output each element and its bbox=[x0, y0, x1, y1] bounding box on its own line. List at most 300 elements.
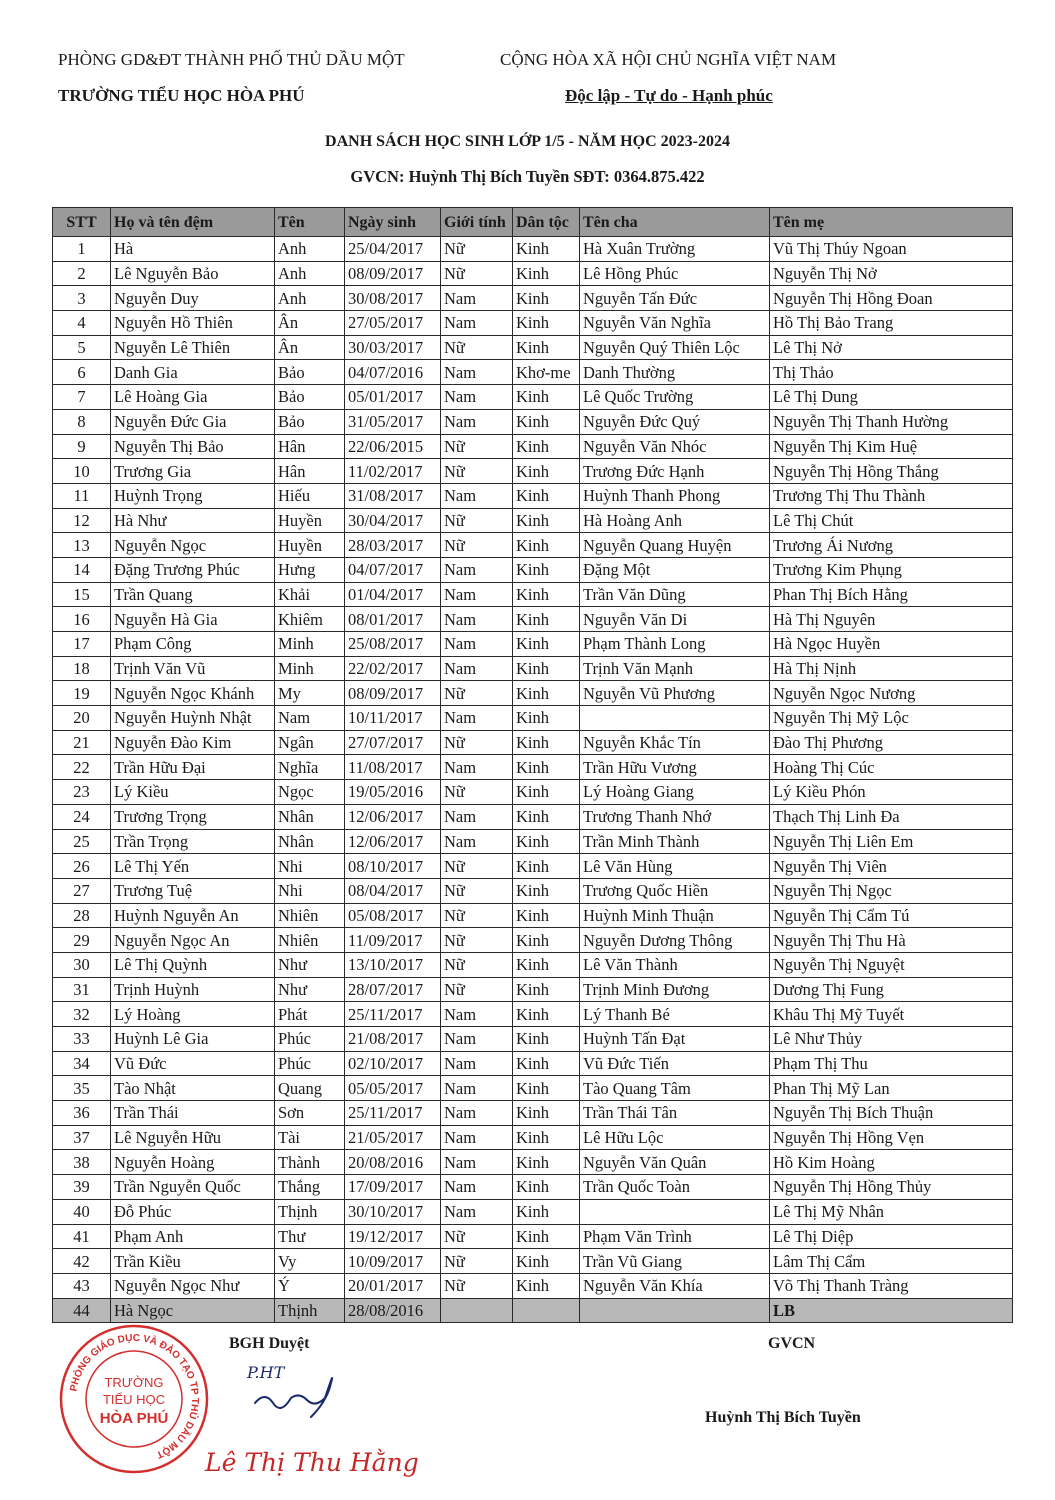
table-cell: Bảo bbox=[275, 409, 345, 434]
table-cell: Bảo bbox=[275, 360, 345, 385]
table-cell: 29 bbox=[53, 928, 111, 953]
table-cell: Nam bbox=[441, 483, 513, 508]
table-row bbox=[53, 780, 1013, 805]
table-cell bbox=[580, 706, 770, 731]
table-cell: Kinh bbox=[513, 533, 580, 558]
table-row bbox=[53, 1076, 1013, 1101]
table-row bbox=[53, 804, 1013, 829]
table-cell: Nguyễn Văn Nhóc bbox=[580, 434, 770, 459]
table-cell: 21/05/2017 bbox=[345, 1125, 441, 1150]
table-cell: 4 bbox=[53, 311, 111, 336]
table-row bbox=[53, 483, 1013, 508]
table-row bbox=[53, 1224, 1013, 1249]
table-cell: Kinh bbox=[513, 1249, 580, 1274]
table-row bbox=[53, 533, 1013, 558]
table-cell: Vũ Đức bbox=[111, 1051, 275, 1076]
table-cell: 17/09/2017 bbox=[345, 1175, 441, 1200]
table-cell: Anh bbox=[275, 261, 345, 286]
table-cell: 25/04/2017 bbox=[345, 237, 441, 262]
table-cell: Thị Thảo bbox=[770, 360, 1013, 385]
table-cell: Nguyễn Văn Di bbox=[580, 607, 770, 632]
table-cell: 2 bbox=[53, 261, 111, 286]
table-cell: Nguyễn Hồ Thiên bbox=[111, 311, 275, 336]
table-cell: Nghĩa bbox=[275, 755, 345, 780]
table-cell: Lê Quốc Trường bbox=[580, 385, 770, 410]
table-cell: Thành bbox=[275, 1150, 345, 1175]
table-cell: 34 bbox=[53, 1051, 111, 1076]
table-cell: Kinh bbox=[513, 261, 580, 286]
table-cell: 43 bbox=[53, 1273, 111, 1298]
table-row bbox=[53, 286, 1013, 311]
table-cell: Khải bbox=[275, 582, 345, 607]
table-cell: 17 bbox=[53, 632, 111, 657]
table-cell: 7 bbox=[53, 385, 111, 410]
school-name: TRƯỜNG TIỂU HỌC HÒA PHÚ bbox=[58, 86, 305, 105]
table-cell: Hồ Thị Bảo Trang bbox=[770, 311, 1013, 336]
table-row bbox=[53, 557, 1013, 582]
table-cell: 05/01/2017 bbox=[345, 385, 441, 410]
table-cell: Kinh bbox=[513, 1076, 580, 1101]
table-cell: 12/06/2017 bbox=[345, 804, 441, 829]
table-cell: Nguyễn Văn Nghĩa bbox=[580, 311, 770, 336]
table-cell: Trần Thái bbox=[111, 1101, 275, 1126]
table-cell: Ân bbox=[275, 335, 345, 360]
table-cell: Đặng Một bbox=[580, 557, 770, 582]
table-cell: 14 bbox=[53, 557, 111, 582]
table-cell: Kinh bbox=[513, 582, 580, 607]
column-header: STT bbox=[53, 208, 111, 237]
table-cell: Nam bbox=[441, 706, 513, 731]
table-cell: Kinh bbox=[513, 1224, 580, 1249]
table-cell: Nam bbox=[441, 1051, 513, 1076]
table-cell: Bảo bbox=[275, 385, 345, 410]
table-cell: Nguyễn Thị Hồng Thủy bbox=[770, 1175, 1013, 1200]
table-cell: 08/04/2017 bbox=[345, 878, 441, 903]
table-cell: Trần Quang bbox=[111, 582, 275, 607]
table-cell: Thịnh bbox=[275, 1199, 345, 1224]
table-cell: Lê Như Thủy bbox=[770, 1027, 1013, 1052]
signature-initials: P.HT bbox=[247, 1363, 285, 1382]
table-cell: Nam bbox=[441, 632, 513, 657]
table-cell: Nam bbox=[441, 582, 513, 607]
table-cell: Nam bbox=[441, 1125, 513, 1150]
table-cell: Huỳnh Nguyễn An bbox=[111, 903, 275, 928]
table-cell: 11/08/2017 bbox=[345, 755, 441, 780]
table-cell: Trịnh Huỳnh bbox=[111, 977, 275, 1002]
table-cell: Hà Hoàng Anh bbox=[580, 508, 770, 533]
table-cell: Nguyễn Văn Quân bbox=[580, 1150, 770, 1175]
table-cell: Trương Kim Phụng bbox=[770, 557, 1013, 582]
table-cell: Hà bbox=[111, 237, 275, 262]
table-cell: Kinh bbox=[513, 557, 580, 582]
table-cell: Thạch Thị Linh Đa bbox=[770, 804, 1013, 829]
table-cell: Trương Đức Hạnh bbox=[580, 459, 770, 484]
table-row bbox=[53, 1027, 1013, 1052]
department-name: PHÒNG GD&ĐT THÀNH PHỐ THỦ DẦU MỘT bbox=[58, 50, 405, 69]
table-cell: Kinh bbox=[513, 706, 580, 731]
table-row bbox=[53, 977, 1013, 1002]
table-cell: Phúc bbox=[275, 1051, 345, 1076]
table-cell: 28/08/2016 bbox=[345, 1298, 441, 1323]
table-cell: 6 bbox=[53, 360, 111, 385]
table-cell: Nam bbox=[275, 706, 345, 731]
table-cell: Nữ bbox=[441, 335, 513, 360]
table-row bbox=[53, 829, 1013, 854]
table-cell: Nguyễn Vũ Phương bbox=[580, 681, 770, 706]
table-cell: 01/04/2017 bbox=[345, 582, 441, 607]
table-row bbox=[53, 237, 1013, 262]
table-cell: 27 bbox=[53, 878, 111, 903]
table-cell: Hân bbox=[275, 459, 345, 484]
table-cell: Trần Trọng bbox=[111, 829, 275, 854]
table-cell: Hồ Kim Hoàng bbox=[770, 1150, 1013, 1175]
table-cell: 22 bbox=[53, 755, 111, 780]
table-cell: 27/05/2017 bbox=[345, 311, 441, 336]
table-row bbox=[53, 385, 1013, 410]
table-cell: Nguyễn Thị Hồng Thắng bbox=[770, 459, 1013, 484]
table-cell: Huỳnh Tấn Đạt bbox=[580, 1027, 770, 1052]
table-cell: 28 bbox=[53, 903, 111, 928]
table-cell bbox=[580, 1298, 770, 1323]
table-cell: Nữ bbox=[441, 903, 513, 928]
table-cell: 20/08/2016 bbox=[345, 1150, 441, 1175]
table-cell: Nguyễn Ngọc bbox=[111, 533, 275, 558]
table-row bbox=[53, 1199, 1013, 1224]
table-cell: Phạm Thành Long bbox=[580, 632, 770, 657]
table-row bbox=[53, 311, 1013, 336]
table-cell: Kinh bbox=[513, 1199, 580, 1224]
table-cell: Lê Nguyễn Bảo bbox=[111, 261, 275, 286]
table-cell: 25/11/2017 bbox=[345, 1101, 441, 1126]
table-cell: 21 bbox=[53, 730, 111, 755]
table-cell: 19 bbox=[53, 681, 111, 706]
table-cell: Lý Kiều bbox=[111, 780, 275, 805]
table-cell: Nguyễn Đức Quý bbox=[580, 409, 770, 434]
seal-line2: TIỂU HỌC bbox=[102, 1392, 166, 1407]
table-cell: Ngọc bbox=[275, 780, 345, 805]
table-cell: Kinh bbox=[513, 681, 580, 706]
table-header-row bbox=[53, 208, 1013, 237]
document-title: DANH SÁCH HỌC SINH LỚP 1/5 - NĂM HỌC 2023-2024 bbox=[325, 133, 730, 150]
column-header: Giới tính bbox=[441, 208, 513, 237]
table-cell: Nguyễn Tấn Đức bbox=[580, 286, 770, 311]
table-row bbox=[53, 582, 1013, 607]
table-cell: Quang bbox=[275, 1076, 345, 1101]
table-cell: Phạm Công bbox=[111, 632, 275, 657]
table-cell: Trần Hữu Vương bbox=[580, 755, 770, 780]
table-cell: Nhi bbox=[275, 878, 345, 903]
table-cell: Nữ bbox=[441, 508, 513, 533]
table-cell: Kinh bbox=[513, 1175, 580, 1200]
table-cell: 36 bbox=[53, 1101, 111, 1126]
table-cell: Huỳnh Trọng bbox=[111, 483, 275, 508]
table-cell: 20 bbox=[53, 706, 111, 731]
table-cell: Nguyễn Quý Thiên Lộc bbox=[580, 335, 770, 360]
table-cell: 08/09/2017 bbox=[345, 681, 441, 706]
table-cell: Phúc bbox=[275, 1027, 345, 1052]
column-header: Tên cha bbox=[580, 208, 770, 237]
table-cell: My bbox=[275, 681, 345, 706]
table-cell: 08/09/2017 bbox=[345, 261, 441, 286]
table-cell: 04/07/2017 bbox=[345, 557, 441, 582]
table-cell: 30/10/2017 bbox=[345, 1199, 441, 1224]
table-cell: Kinh bbox=[513, 829, 580, 854]
table-cell: Trương Gia bbox=[111, 459, 275, 484]
table-cell: Kinh bbox=[513, 607, 580, 632]
table-cell: Tào Quang Tâm bbox=[580, 1076, 770, 1101]
table-cell: Phan Thị Mỹ Lan bbox=[770, 1076, 1013, 1101]
table-cell: Danh Thường bbox=[580, 360, 770, 385]
table-row bbox=[53, 730, 1013, 755]
table-cell bbox=[513, 1298, 580, 1323]
table-cell: 19/05/2016 bbox=[345, 780, 441, 805]
table-cell: 11/02/2017 bbox=[345, 459, 441, 484]
table-cell bbox=[580, 1199, 770, 1224]
table-cell: Ngân bbox=[275, 730, 345, 755]
table-cell: Trần Hữu Đại bbox=[111, 755, 275, 780]
table-cell: Kinh bbox=[513, 632, 580, 657]
table-cell: Như bbox=[275, 977, 345, 1002]
table-cell: Lê Văn Hùng bbox=[580, 854, 770, 879]
table-cell: 39 bbox=[53, 1175, 111, 1200]
table-cell: Vũ Thị Thúy Ngoan bbox=[770, 237, 1013, 262]
table-cell: Hân bbox=[275, 434, 345, 459]
table-cell: 30/04/2017 bbox=[345, 508, 441, 533]
table-cell: Trương Ái Nương bbox=[770, 533, 1013, 558]
table-cell: Nguyễn Ngọc Nương bbox=[770, 681, 1013, 706]
table-cell: 30/03/2017 bbox=[345, 335, 441, 360]
table-cell: 31 bbox=[53, 977, 111, 1002]
table-cell: Lê Hồng Phúc bbox=[580, 261, 770, 286]
table-cell: Trần Văn Dũng bbox=[580, 582, 770, 607]
table-row bbox=[53, 632, 1013, 657]
table-cell: Kinh bbox=[513, 483, 580, 508]
table-row bbox=[53, 1298, 1013, 1323]
table-cell: Nữ bbox=[441, 780, 513, 805]
table-cell: Danh Gia bbox=[111, 360, 275, 385]
table-cell: Nam bbox=[441, 286, 513, 311]
table-row bbox=[53, 335, 1013, 360]
table-cell: Kinh bbox=[513, 434, 580, 459]
table-cell: Huỳnh Minh Thuận bbox=[580, 903, 770, 928]
table-cell: Kinh bbox=[513, 977, 580, 1002]
table-cell: Nguyễn Thị Viên bbox=[770, 854, 1013, 879]
table-row bbox=[53, 928, 1013, 953]
table-cell: Anh bbox=[275, 237, 345, 262]
table-cell: Nguyễn Thị Thanh Hường bbox=[770, 409, 1013, 434]
table-cell: Nam bbox=[441, 1175, 513, 1200]
table-cell: 05/05/2017 bbox=[345, 1076, 441, 1101]
table-cell: Nguyễn Hoàng bbox=[111, 1150, 275, 1175]
table-cell: Nguyễn Đào Kim bbox=[111, 730, 275, 755]
table-row bbox=[53, 1249, 1013, 1274]
student-table bbox=[52, 207, 1013, 1323]
table-cell: 16 bbox=[53, 607, 111, 632]
table-cell: Nguyễn Thị Bảo bbox=[111, 434, 275, 459]
table-cell: Hoàng Thị Cúc bbox=[770, 755, 1013, 780]
table-cell: Anh bbox=[275, 286, 345, 311]
table-cell: Dương Thị Fung bbox=[770, 977, 1013, 1002]
table-cell: Lê Thị Dung bbox=[770, 385, 1013, 410]
table-cell: Kinh bbox=[513, 1051, 580, 1076]
table-cell: Kinh bbox=[513, 237, 580, 262]
table-cell: Nữ bbox=[441, 1273, 513, 1298]
table-cell: Võ Thị Thanh Tràng bbox=[770, 1273, 1013, 1298]
table-cell: Nữ bbox=[441, 854, 513, 879]
table-row bbox=[53, 434, 1013, 459]
table-cell: Lê Nguyễn Hữu bbox=[111, 1125, 275, 1150]
table-cell: Trương Thị Thu Thành bbox=[770, 483, 1013, 508]
table-cell: Nguyễn Thị Liên Em bbox=[770, 829, 1013, 854]
table-cell: Lê Văn Thành bbox=[580, 952, 770, 977]
table-cell: Phạm Văn Trình bbox=[580, 1224, 770, 1249]
table-cell: 40 bbox=[53, 1199, 111, 1224]
table-cell: Kinh bbox=[513, 656, 580, 681]
table-cell: Phạm Anh bbox=[111, 1224, 275, 1249]
table-cell: Trương Trọng bbox=[111, 804, 275, 829]
table-cell: Trần Thái Tân bbox=[580, 1101, 770, 1126]
table-row bbox=[53, 459, 1013, 484]
table-row bbox=[53, 1051, 1013, 1076]
table-cell: Nữ bbox=[441, 928, 513, 953]
table-cell: 12 bbox=[53, 508, 111, 533]
table-cell: 11 bbox=[53, 483, 111, 508]
table-cell: Lý Hoàng Giang bbox=[580, 780, 770, 805]
table-cell: Nguyễn Thị Bích Thuận bbox=[770, 1101, 1013, 1126]
table-cell: Nguyễn Ngọc Khánh bbox=[111, 681, 275, 706]
table-cell: Kinh bbox=[513, 804, 580, 829]
table-cell: Nữ bbox=[441, 459, 513, 484]
table-cell: 04/07/2016 bbox=[345, 360, 441, 385]
table-cell: 33 bbox=[53, 1027, 111, 1052]
table-row bbox=[53, 755, 1013, 780]
table-cell: Kinh bbox=[513, 409, 580, 434]
table-cell: Nữ bbox=[441, 977, 513, 1002]
table-cell: Trương Tuệ bbox=[111, 878, 275, 903]
table-cell: Kinh bbox=[513, 1125, 580, 1150]
teacher-signature-title: GVCN bbox=[768, 1335, 816, 1352]
table-row bbox=[53, 1125, 1013, 1150]
table-cell: Thư bbox=[275, 1224, 345, 1249]
table-cell: Nữ bbox=[441, 1249, 513, 1274]
table-cell: Nam bbox=[441, 409, 513, 434]
table-cell: Nam bbox=[441, 1002, 513, 1027]
table-cell: Nguyễn Thị Cẩm Tú bbox=[770, 903, 1013, 928]
table-cell: 11/09/2017 bbox=[345, 928, 441, 953]
table-cell: 15 bbox=[53, 582, 111, 607]
table-cell: 42 bbox=[53, 1249, 111, 1274]
table-cell: 22/06/2015 bbox=[345, 434, 441, 459]
table-cell: Nam bbox=[441, 557, 513, 582]
table-cell: Phan Thị Bích Hằng bbox=[770, 582, 1013, 607]
country-name: CỘNG HÒA XÃ HỘI CHỦ NGHĨA VIỆT NAM bbox=[500, 50, 837, 69]
table-cell: 9 bbox=[53, 434, 111, 459]
table-cell: 08/10/2017 bbox=[345, 854, 441, 879]
table-cell: Nam bbox=[441, 1101, 513, 1126]
table-cell: Nam bbox=[441, 1076, 513, 1101]
table-cell: Ân bbox=[275, 311, 345, 336]
table-cell: Trần Vũ Giang bbox=[580, 1249, 770, 1274]
table-cell: Lâm Thị Cẩm bbox=[770, 1249, 1013, 1274]
table-cell: 26 bbox=[53, 854, 111, 879]
table-row bbox=[53, 854, 1013, 879]
table-cell: Kinh bbox=[513, 780, 580, 805]
table-cell: Nhân bbox=[275, 804, 345, 829]
table-cell: Nguyễn Thị Mỹ Lộc bbox=[770, 706, 1013, 731]
table-row bbox=[53, 1175, 1013, 1200]
table-cell: Kinh bbox=[513, 385, 580, 410]
table-cell: Hiếu bbox=[275, 483, 345, 508]
table-cell: 31/08/2017 bbox=[345, 483, 441, 508]
table-cell: Huyền bbox=[275, 508, 345, 533]
table-cell: Kinh bbox=[513, 903, 580, 928]
table-cell: Trần Kiều bbox=[111, 1249, 275, 1274]
table-cell: Nữ bbox=[441, 878, 513, 903]
table-cell: Nữ bbox=[441, 952, 513, 977]
table-cell: Hà Ngọc bbox=[111, 1298, 275, 1323]
table-cell: Nhân bbox=[275, 829, 345, 854]
table-cell: Nhi bbox=[275, 854, 345, 879]
table-cell: Phạm Thị Thu bbox=[770, 1051, 1013, 1076]
table-cell: Nam bbox=[441, 1027, 513, 1052]
table-cell: Huyền bbox=[275, 533, 345, 558]
table-cell bbox=[441, 1298, 513, 1323]
table-cell: Khiêm bbox=[275, 607, 345, 632]
table-cell: Khâu Thị Mỹ Tuyết bbox=[770, 1002, 1013, 1027]
table-cell: Nguyễn Quang Huyện bbox=[580, 533, 770, 558]
table-cell: Nam bbox=[441, 385, 513, 410]
table-cell: 31/05/2017 bbox=[345, 409, 441, 434]
table-cell: Lý Thanh Bé bbox=[580, 1002, 770, 1027]
table-cell: Lý Kiều Phón bbox=[770, 780, 1013, 805]
table-row bbox=[53, 878, 1013, 903]
table-cell: Nguyễn Thị Nguyệt bbox=[770, 952, 1013, 977]
table-cell: 02/10/2017 bbox=[345, 1051, 441, 1076]
teacher-signature-name: Huỳnh Thị Bích Tuyền bbox=[705, 1409, 861, 1426]
table-cell: 30 bbox=[53, 952, 111, 977]
table-cell: Lê Thị Nở bbox=[770, 335, 1013, 360]
table-cell: Thắng bbox=[275, 1175, 345, 1200]
table-cell: Nguyễn Thị Nở bbox=[770, 261, 1013, 286]
table-cell: Lê Hữu Lộc bbox=[580, 1125, 770, 1150]
table-cell: 38 bbox=[53, 1150, 111, 1175]
column-header: Tên mẹ bbox=[770, 208, 1013, 237]
table-cell: Kinh bbox=[513, 311, 580, 336]
table-cell: 25/11/2017 bbox=[345, 1002, 441, 1027]
table-cell: Thịnh bbox=[275, 1298, 345, 1323]
table-row bbox=[53, 508, 1013, 533]
table-cell: Ý bbox=[275, 1273, 345, 1298]
table-cell: LB bbox=[770, 1298, 1013, 1323]
table-cell: Lê Thị Quỳnh bbox=[111, 952, 275, 977]
table-cell: Như bbox=[275, 952, 345, 977]
table-row bbox=[53, 706, 1013, 731]
table-cell: Hà Thị Nguyên bbox=[770, 607, 1013, 632]
table-cell: Nguyễn Lê Thiên bbox=[111, 335, 275, 360]
table-cell: 22/02/2017 bbox=[345, 656, 441, 681]
table-cell: Nguyễn Ngọc An bbox=[111, 928, 275, 953]
table-cell: Trần Minh Thành bbox=[580, 829, 770, 854]
table-row bbox=[53, 261, 1013, 286]
table-cell: 25 bbox=[53, 829, 111, 854]
table-cell: 25/08/2017 bbox=[345, 632, 441, 657]
column-header: Dân tộc bbox=[513, 208, 580, 237]
table-row bbox=[53, 409, 1013, 434]
table-cell: Nguyễn Đức Gia bbox=[111, 409, 275, 434]
table-cell: 32 bbox=[53, 1002, 111, 1027]
table-row bbox=[53, 360, 1013, 385]
table-cell: Nam bbox=[441, 1150, 513, 1175]
